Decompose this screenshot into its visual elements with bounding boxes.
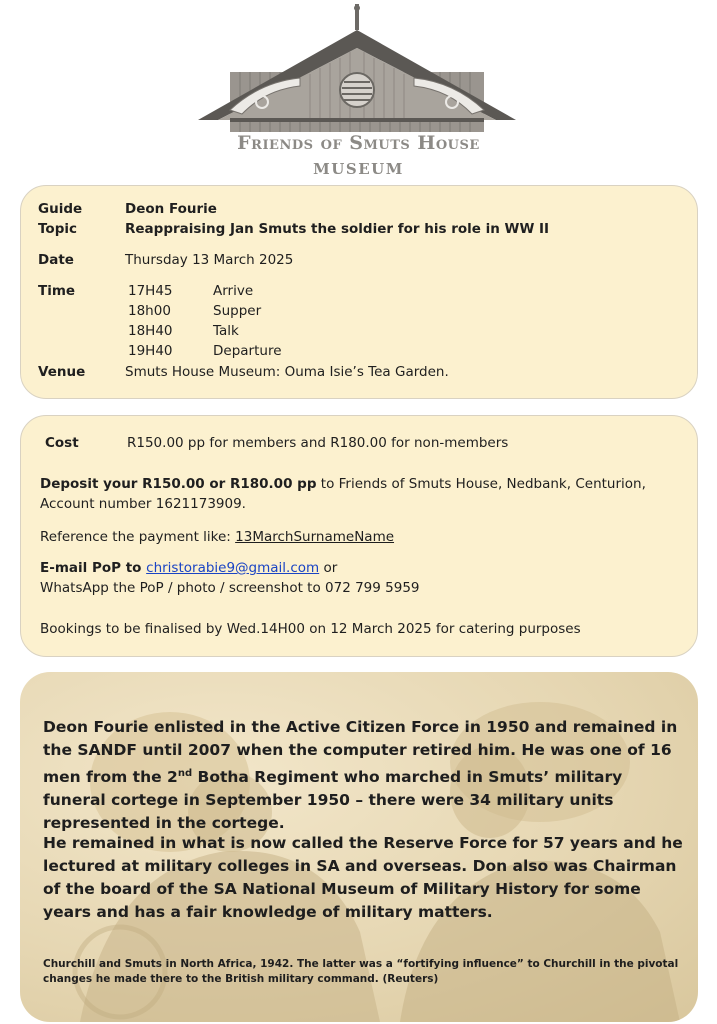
email-suffix: or <box>319 560 338 576</box>
bio-paragraph-2: He remained in what is now called the Reserve Force for 57 years and he lectured at military colleges in SA and overseas. Don also was Chairman of the board of the SA National Museum of Military History for some years and has a fair knowledge of military matters. <box>43 834 683 921</box>
deposit-amount: Deposit your R150.00 or R180.00 pp <box>40 476 317 492</box>
guide-label: Guide <box>38 201 83 217</box>
schedule-activity: Arrive <box>213 283 254 299</box>
header <box>0 0 717 185</box>
email-label: E-mail PoP to <box>40 560 147 576</box>
deposit-bank: to Friends of Smuts House, Nedbank, Centurion, <box>316 476 646 492</box>
deposit-instructions <box>40 474 680 514</box>
pop-instructions <box>40 558 680 598</box>
brand-title: Friends of Smuts House <box>237 132 480 154</box>
bio-text: Botha Regiment who marched in Smuts’ military funeral cortege in September 1950 – there were 34 military units represented in the cortege. <box>43 768 623 833</box>
topic-value: Reappraising Jan Smuts the soldier for his role in WW II <box>125 221 550 237</box>
bio-text: Deon Fourie enlisted in the Active Citizen Force in 1950 and remained in the SANDF until 2007 when the computer retired him. He was one of 16 men from the 2 <box>43 718 678 787</box>
schedule-time: 18h00 <box>128 303 171 319</box>
schedule-activity: Departure <box>213 343 282 359</box>
schedule-time: 17H45 <box>128 283 173 299</box>
booking-card <box>20 415 698 657</box>
schedule-time: 19H40 <box>128 343 173 359</box>
reference-value: 13MarchSurnameName <box>235 529 395 545</box>
event-details-card <box>20 185 698 399</box>
topic-label: Topic <box>38 221 77 237</box>
brand-subtitle: MUSEUM <box>313 160 404 178</box>
cost-value: R150.00 pp for members and R180.00 for non-members <box>127 435 509 451</box>
date-value: Thursday 13 March 2025 <box>125 252 294 268</box>
cost-label: Cost <box>45 435 79 451</box>
schedule-activity: Supper <box>213 303 262 319</box>
museum-roof-logo <box>190 2 525 132</box>
bookings-deadline: Bookings to be finalised by Wed.14H00 on 12 March 2025 for catering purposes <box>40 621 581 637</box>
photo-caption: Churchill and Smuts in North Africa, 1942. The latter was a “fortifying influence” to Churchill in the pivotal changes he made there to the British military command. (Reuters) <box>43 958 679 985</box>
whatsapp-line: WhatsApp the PoP / photo / screenshot to 072 799 5959 <box>40 580 420 596</box>
date-label: Date <box>38 252 74 268</box>
venue-value: Smuts House Museum: Ouma Isie’s Tea Garden. <box>125 364 449 380</box>
bio-superscript: nd <box>177 768 193 779</box>
venue-label: Venue <box>38 364 86 380</box>
schedule-activity: Talk <box>213 323 239 339</box>
bio-paragraph-1 <box>43 716 683 835</box>
guide-value: Deon Fourie <box>125 201 217 217</box>
email-link[interactable]: christorabie9@gmail.com <box>146 560 320 576</box>
account-number: Account number 1621173909. <box>40 496 246 512</box>
time-label: Time <box>38 283 76 299</box>
reference-line <box>40 527 680 547</box>
schedule-time: 18H40 <box>128 323 173 339</box>
reference-prefix: Reference the payment like: <box>40 529 236 545</box>
bio-photo-panel <box>20 672 698 1022</box>
